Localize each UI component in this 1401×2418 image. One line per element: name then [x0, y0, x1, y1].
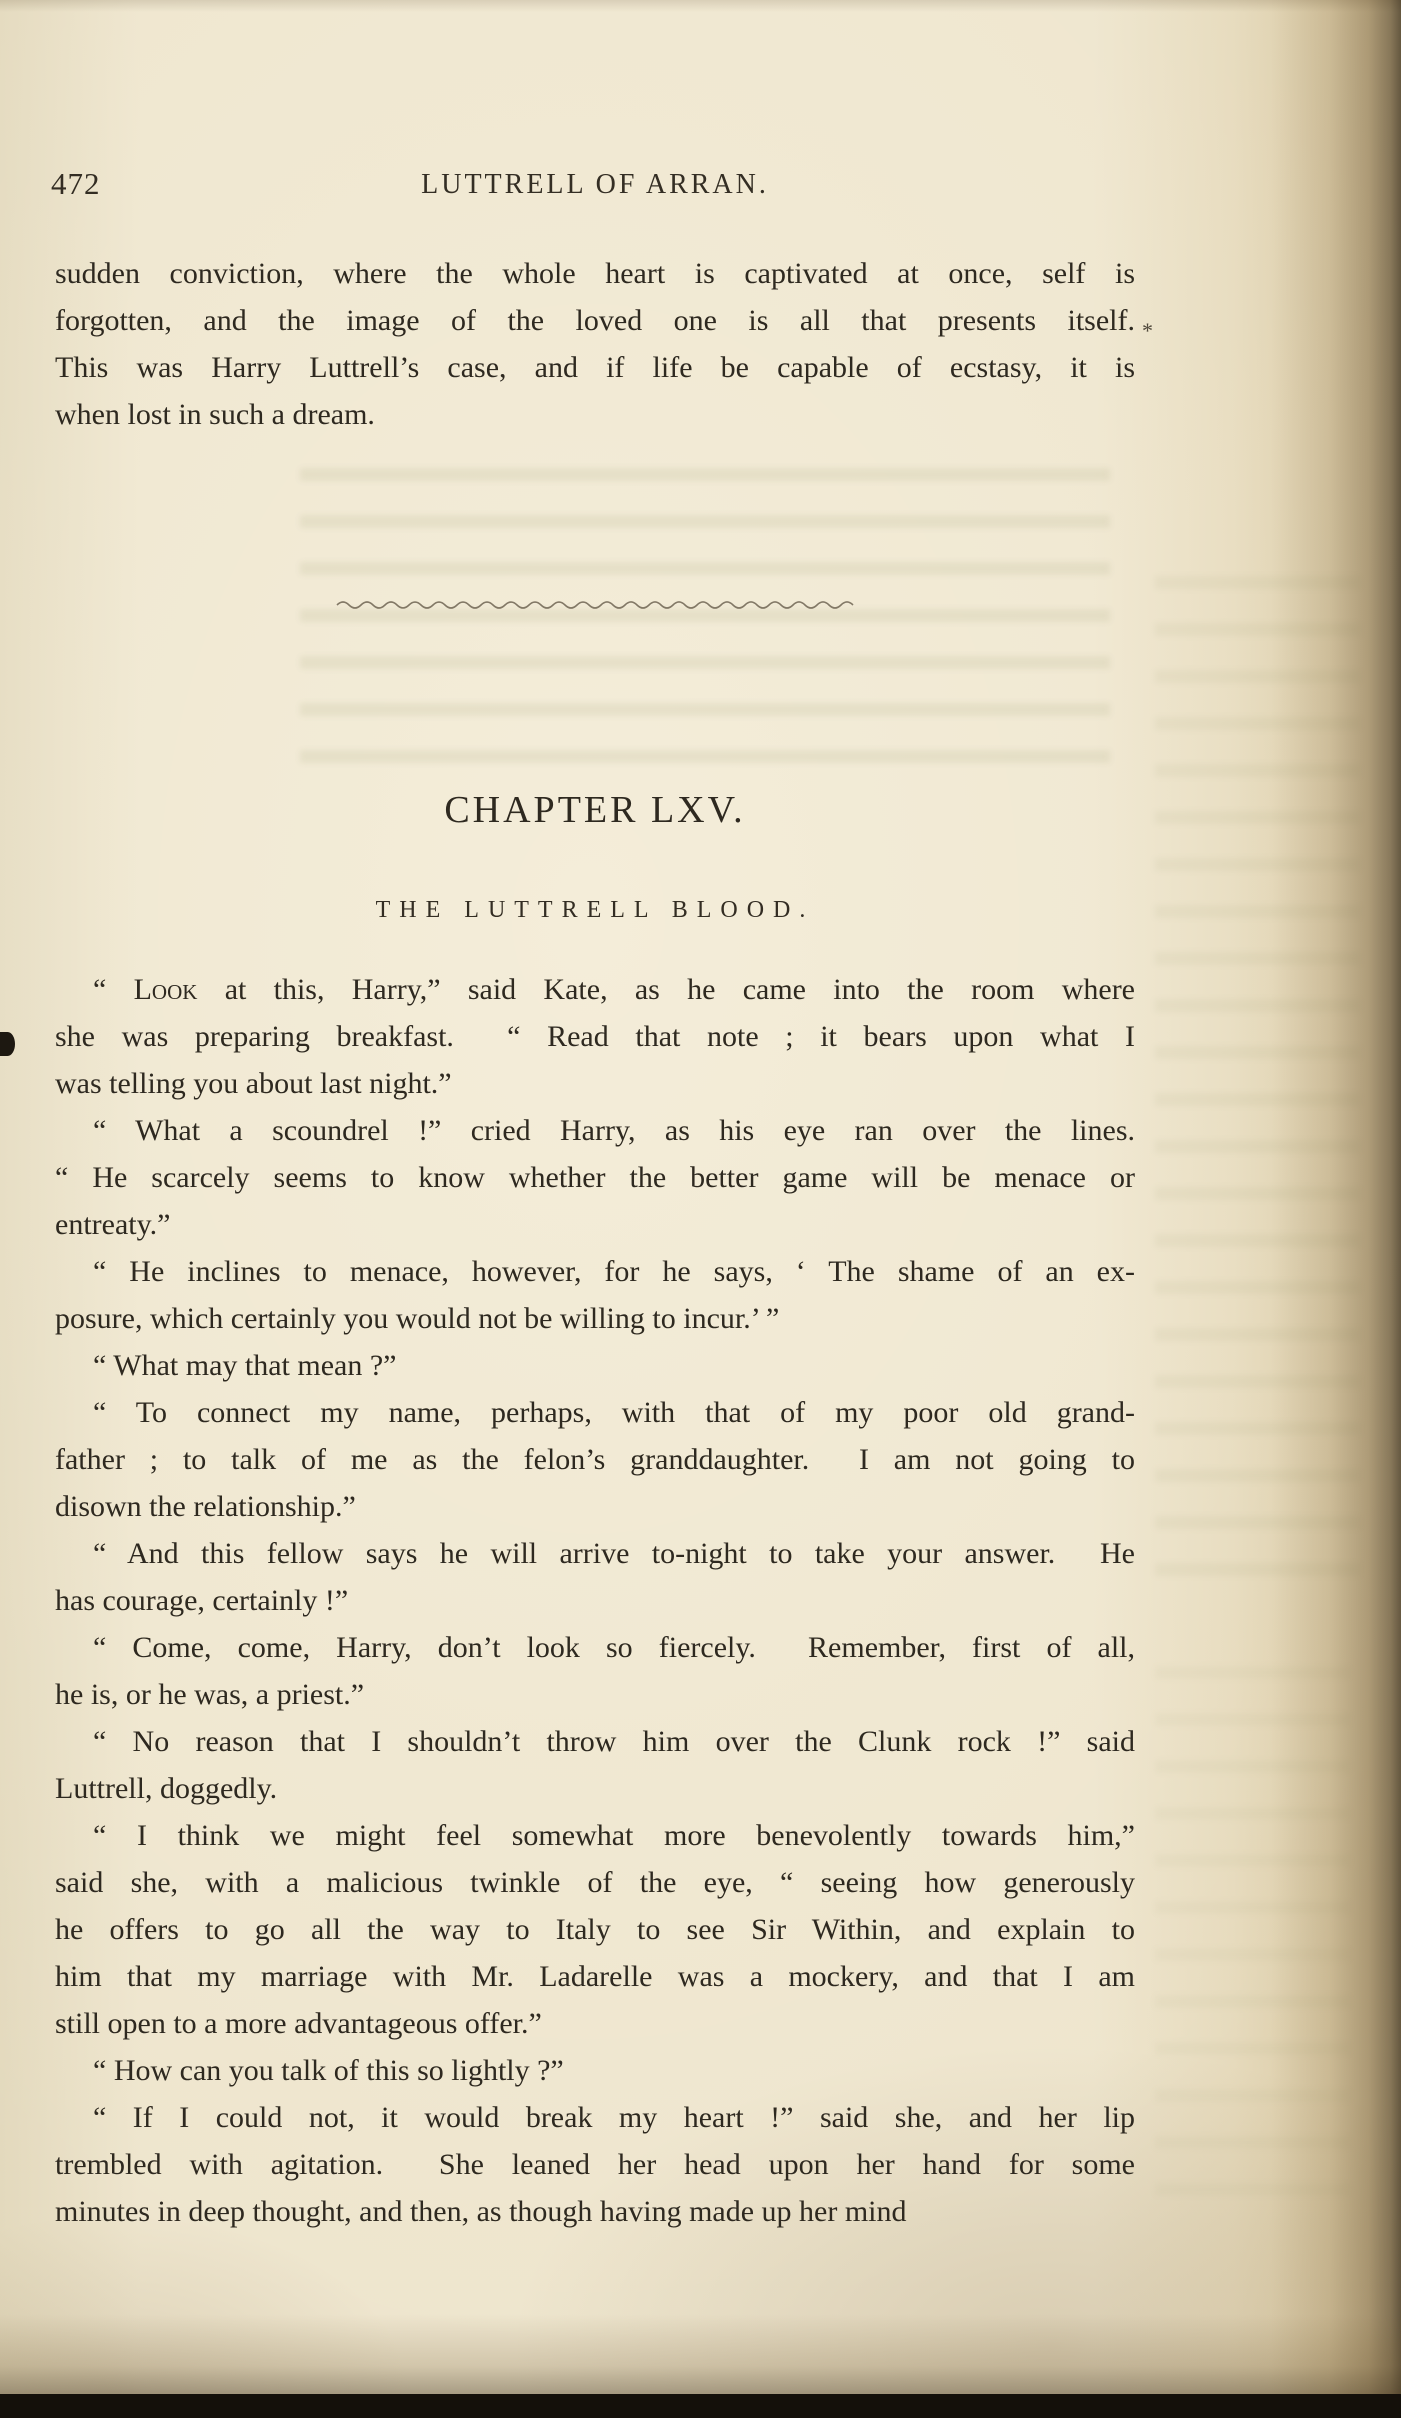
- paragraph: [55, 966, 1135, 1107]
- text-line: disown the relationship.”: [55, 1490, 356, 1523]
- page-showthrough: [300, 452, 1110, 782]
- text-line: minutes in deep thought, and then, as though having made up her mind: [55, 2195, 907, 2228]
- text-line: sudden conviction, where the whole heart is captivated at once, self is: [55, 257, 1135, 290]
- page-right-edge: [1271, 0, 1401, 2418]
- footnote-asterisk-mark: *: [1142, 318, 1153, 343]
- page-header: [51, 166, 1135, 206]
- text-line: still open to a more advantageous offer.”: [55, 2007, 542, 2040]
- page-showthrough: [1155, 1650, 1350, 2210]
- text-line: “ I think we might feel somewhat more benevolently towards him,”: [93, 1819, 1135, 1852]
- text-line: “ Come, come, Harry, don’t look so fiercely. Remember, first of all,: [93, 1631, 1135, 1664]
- text-line: said she, with a malicious twinkle of the eye, “ seeing how generously: [55, 1866, 1135, 1899]
- paragraph: [55, 1624, 1135, 1718]
- text-line: was telling you about last night.”: [55, 1067, 452, 1100]
- text-line: “ If I could not, it would break my heart !” said she, and her lip: [93, 2101, 1135, 2134]
- small-caps-word: ook: [151, 973, 198, 1006]
- text-line: This was Harry Luttrell’s case, and if life be capable of ecstasy, it is: [55, 351, 1135, 384]
- paragraph: [55, 1342, 1135, 1389]
- text-line: has courage, certainly !”: [55, 1584, 349, 1617]
- paragraph: [55, 250, 1135, 438]
- page-number: 472: [51, 166, 101, 201]
- paragraph: [55, 1530, 1135, 1624]
- wavy-divider: [335, 598, 855, 612]
- text-line: trembled with agitation. She leaned her head upon her hand for some: [55, 2148, 1135, 2181]
- text-line: he offers to go all the way to Italy to see Sir Within, and explain to: [55, 1913, 1135, 1946]
- paragraph: [55, 1718, 1135, 1812]
- paragraph: [55, 1248, 1135, 1342]
- ink-speck: [0, 1032, 15, 1056]
- text-line: “ He scarcely seems to know whether the better game will be menace or: [55, 1161, 1135, 1194]
- text-line: father ; to talk of me as the felon’s granddaughter. I am not going to: [55, 1443, 1135, 1476]
- text-line: “ And this fellow says he will arrive to-night to take your answer. He: [93, 1537, 1135, 1570]
- paragraph: [55, 1389, 1135, 1530]
- text-line: forgotten, and the image of the loved one is all that presents itself.: [55, 304, 1135, 337]
- text-line: “ He inclines to menace, however, for he says, ‘ The shame of an ex-: [93, 1255, 1135, 1288]
- text-line: “ To connect my name, perhaps, with that of my poor old grand-: [93, 1396, 1135, 1429]
- scanner-background-strip: [0, 2394, 1401, 2418]
- text-line: he is, or he was, a priest.”: [55, 1678, 365, 1711]
- paragraph: [55, 1812, 1135, 2047]
- page-showthrough: [1155, 560, 1360, 1580]
- page-bottom-edge: [0, 2314, 1401, 2394]
- text-line: posure, which certainly you would not be willing to incur.’ ”: [55, 1302, 780, 1335]
- chapter-subtitle: THE LUTTRELL BLOOD.: [375, 897, 815, 923]
- text-line: when lost in such a dream.: [55, 398, 375, 431]
- text-line: “ What a scoundrel !” cried Harry, as his eye ran over the lines.: [93, 1114, 1135, 1147]
- paragraph: [55, 1107, 1135, 1248]
- text-line: she was preparing breakfast. “ Read that note ; it bears upon what I: [55, 1020, 1135, 1053]
- text-line: Luttrell, doggedly.: [55, 1772, 278, 1805]
- text-line: “ How can you talk of this so lightly ?”: [93, 2054, 564, 2087]
- text-line: him that my marriage with Mr. Ladarelle was a mockery, and that I am: [55, 1960, 1135, 1993]
- paragraph: [55, 2094, 1135, 2235]
- text-line: “ No reason that I shouldn’t throw him over the Clunk rock !” said: [93, 1725, 1135, 1758]
- body-paragraphs: [55, 966, 1135, 2235]
- paragraph: [55, 2047, 1135, 2094]
- text-line: “ Look at this, Harry,” said Kate, as he came into the room where: [93, 973, 1135, 1006]
- continuation-paragraph: [55, 250, 1135, 438]
- running-title: LUTTRELL OF ARRAN.: [421, 169, 769, 200]
- text-line: entreaty.”: [55, 1208, 171, 1241]
- chapter-heading: CHAPTER LXV.: [444, 789, 746, 831]
- text-line: “ What may that mean ?”: [93, 1349, 397, 1382]
